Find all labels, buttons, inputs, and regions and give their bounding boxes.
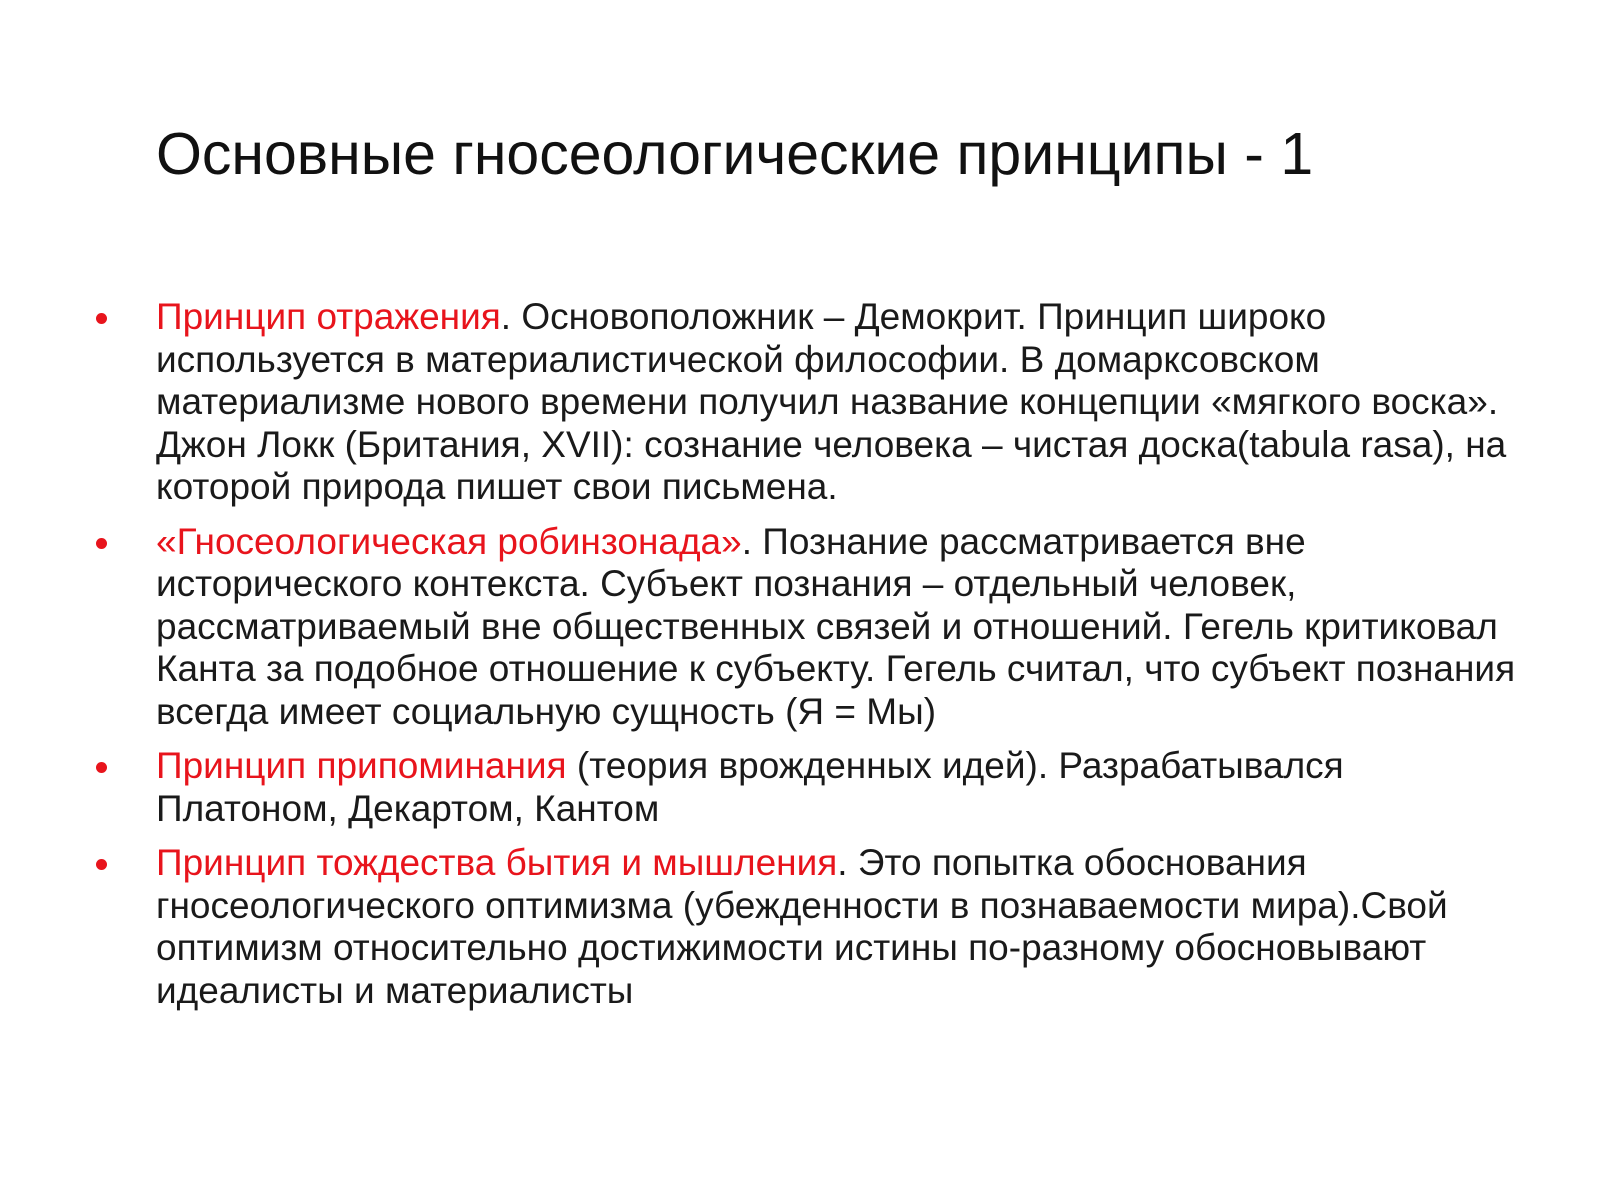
bullet-dot-icon bbox=[96, 859, 107, 870]
bullet-term: «Гносеологическая робинзонада» bbox=[156, 520, 742, 562]
bullet-text: (теория врожденных идей). Разрабатывался Платоном, Декартом, Кантом bbox=[156, 745, 1344, 829]
bullet-term: Принцип припоминания bbox=[156, 745, 567, 786]
bullet-dot-icon bbox=[96, 538, 107, 549]
bullet-text: . Познание рассматривается вне исторического контекста. Субъект познания – отдельный человек, рассматриваемый вне общественных связей и отношений. Гегель критиковал Канта за подобное отношение к субъекту. Гегель считал, что субъект познания всегда имеет социальную сущность (Я = Мы) bbox=[156, 520, 1516, 732]
bullet-text: . Это попытка обоснования гносеологического оптимизма (убежденности в познаваемости мира).Свой оптимизм относительно достижимости истины по-разному обосновывают идеалисты и материалисты bbox=[156, 842, 1448, 1011]
bullet-dot-icon bbox=[96, 762, 107, 773]
bullet-item-reflection bbox=[93, 296, 1523, 509]
bullet-term: Принцип тождества бытия и мышления bbox=[156, 842, 838, 883]
bullet-item-recollection bbox=[93, 745, 1523, 830]
bullet-list bbox=[93, 296, 1523, 1024]
slide-title: Основные гносеологические принципы - 1 bbox=[156, 121, 1314, 187]
bullet-text: . Основоположник – Демокрит. Принцип широко используется в материалистической философии. В домарксовском материализме нового времени получил название концепции «мягкого воска». Джон Локк (Британия, XVII): сознание человека – чистая доска(tabula rasa), на которой природа пишет свои письмена. bbox=[156, 296, 1507, 507]
bullet-item-identity bbox=[93, 842, 1523, 1012]
bullet-item-robinsonade bbox=[93, 521, 1523, 734]
bullet-term: Принцип отражения bbox=[156, 296, 501, 337]
bullet-dot-icon bbox=[96, 313, 107, 324]
